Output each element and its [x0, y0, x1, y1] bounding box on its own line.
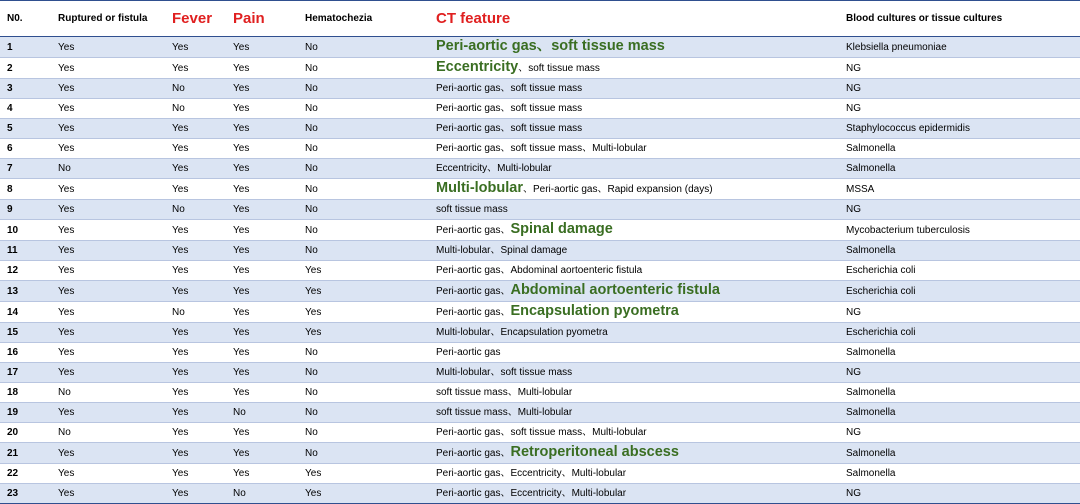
cell-pain: Yes	[226, 58, 298, 79]
cell-ct-feature	[429, 363, 839, 383]
cell-ruptured: No	[51, 423, 165, 443]
cell-culture: NG	[839, 99, 1080, 119]
cell-no: 5	[0, 119, 51, 139]
cell-ct-feature	[429, 464, 839, 484]
table-row	[0, 443, 1080, 464]
ct-feature-text: Multi-lobular、Encapsulation pyometra	[436, 327, 608, 338]
cell-pain: Yes	[226, 79, 298, 99]
cell-no: 15	[0, 323, 51, 343]
cell-fever: Yes	[165, 363, 226, 383]
ct-feature-highlight: Abdominal aortoenteric fistula	[510, 282, 720, 298]
cell-hematochezia: Yes	[298, 281, 429, 302]
cell-ruptured: Yes	[51, 403, 165, 423]
cell-fever: Yes	[165, 443, 226, 464]
cell-ruptured: Yes	[51, 302, 165, 323]
cell-no: 2	[0, 58, 51, 79]
cell-no: 7	[0, 159, 51, 179]
cell-hematochezia: No	[298, 139, 429, 159]
cell-fever: Yes	[165, 383, 226, 403]
cell-hematochezia: No	[298, 241, 429, 261]
cell-ruptured: Yes	[51, 241, 165, 261]
cell-ct-feature	[429, 79, 839, 99]
table-row	[0, 383, 1080, 403]
cell-ruptured: Yes	[51, 99, 165, 119]
cell-fever: No	[165, 99, 226, 119]
cell-no: 9	[0, 200, 51, 220]
cell-no: 4	[0, 99, 51, 119]
ct-feature-text: Peri-aortic gas、	[436, 448, 511, 459]
cell-pain: Yes	[226, 37, 298, 58]
ct-feature-text: Peri-aortic gas、soft tissue mass	[436, 103, 583, 114]
cell-ct-feature	[429, 343, 839, 363]
ct-feature-text: Peri-aortic gas、soft tissue mass	[436, 83, 583, 94]
cell-pain: Yes	[226, 139, 298, 159]
cell-ruptured: Yes	[51, 58, 165, 79]
cell-ruptured: Yes	[51, 119, 165, 139]
cell-pain: Yes	[226, 363, 298, 383]
header-fever: Fever	[165, 1, 226, 37]
cell-no: 16	[0, 343, 51, 363]
cell-pain: Yes	[226, 443, 298, 464]
cell-hematochezia: No	[298, 37, 429, 58]
ct-feature-text: soft tissue mass	[436, 204, 508, 215]
cell-hematochezia: No	[298, 179, 429, 200]
table-row	[0, 464, 1080, 484]
ct-feature-highlight: Peri-aortic gas、soft tissue mass	[436, 38, 665, 54]
ct-feature-text: Peri-aortic gas、	[436, 225, 511, 236]
ct-feature-text: Multi-lobular、Spinal damage	[436, 245, 568, 256]
cell-hematochezia: Yes	[298, 302, 429, 323]
cell-culture: Escherichia coli	[839, 323, 1080, 343]
ct-feature-text: Peri-aortic gas、	[436, 307, 511, 318]
cell-no: 17	[0, 363, 51, 383]
cell-pain: Yes	[226, 261, 298, 281]
cell-hematochezia: No	[298, 363, 429, 383]
cell-no: 1	[0, 37, 51, 58]
table-row	[0, 200, 1080, 220]
cell-pain: No	[226, 484, 298, 504]
cell-ruptured: Yes	[51, 200, 165, 220]
ct-feature-text: soft tissue mass、Multi-lobular	[436, 387, 573, 398]
ct-feature-text: Multi-lobular、soft tissue mass	[436, 367, 573, 378]
cell-hematochezia: No	[298, 443, 429, 464]
header-ct-feature: CT feature	[429, 1, 839, 37]
ct-feature-text: Peri-aortic gas、soft tissue mass、Multi-lobular	[436, 427, 647, 438]
cell-fever: No	[165, 79, 226, 99]
cell-hematochezia: No	[298, 403, 429, 423]
cell-culture: Salmonella	[839, 383, 1080, 403]
cell-pain: Yes	[226, 343, 298, 363]
ct-feature-highlight: Multi-lobular	[436, 180, 523, 196]
cell-ct-feature	[429, 484, 839, 504]
cell-fever: Yes	[165, 179, 226, 200]
cell-pain: Yes	[226, 179, 298, 200]
table-row	[0, 179, 1080, 200]
table-row	[0, 119, 1080, 139]
cell-ct-feature	[429, 383, 839, 403]
cell-culture: Escherichia coli	[839, 281, 1080, 302]
cell-fever: No	[165, 302, 226, 323]
table-row	[0, 241, 1080, 261]
cell-ct-feature	[429, 200, 839, 220]
ct-feature-text: Peri-aortic gas、Eccentricity、Multi-lobular	[436, 468, 627, 479]
ct-feature-text: Peri-aortic gas、soft tissue mass、Multi-lobular	[436, 143, 647, 154]
header-pain: Pain	[226, 1, 298, 37]
cell-pain: Yes	[226, 423, 298, 443]
cell-ct-feature	[429, 179, 839, 200]
cell-hematochezia: No	[298, 423, 429, 443]
cell-culture: NG	[839, 200, 1080, 220]
cell-pain: Yes	[226, 302, 298, 323]
cell-no: 8	[0, 179, 51, 200]
ct-feature-highlight: Eccentricity	[436, 59, 519, 75]
cell-culture: NG	[839, 79, 1080, 99]
table-row	[0, 484, 1080, 504]
cell-hematochezia: No	[298, 79, 429, 99]
cell-culture: Mycobacterium tuberculosis	[839, 220, 1080, 241]
cell-hematochezia: Yes	[298, 484, 429, 504]
cell-pain: Yes	[226, 464, 298, 484]
cell-fever: Yes	[165, 241, 226, 261]
header-ruptured: Ruptured or fistula	[51, 1, 165, 37]
cell-no: 12	[0, 261, 51, 281]
cell-pain: Yes	[226, 281, 298, 302]
ct-feature-text: Peri-aortic gas、soft tissue mass	[436, 123, 583, 134]
cell-fever: Yes	[165, 464, 226, 484]
cell-ruptured: Yes	[51, 323, 165, 343]
header-row	[0, 1, 1080, 37]
cell-ct-feature	[429, 241, 839, 261]
cell-ruptured: No	[51, 159, 165, 179]
ct-feature-text: soft tissue mass、Multi-lobular	[436, 407, 573, 418]
cell-hematochezia: No	[298, 159, 429, 179]
cell-no: 14	[0, 302, 51, 323]
ct-feature-text: 、Peri-aortic gas、Rapid expansion (days)	[523, 184, 713, 195]
cell-no: 19	[0, 403, 51, 423]
cell-ct-feature	[429, 159, 839, 179]
cell-fever: Yes	[165, 484, 226, 504]
cell-pain: No	[226, 403, 298, 423]
cell-ruptured: No	[51, 383, 165, 403]
cell-hematochezia: Yes	[298, 323, 429, 343]
cell-no: 10	[0, 220, 51, 241]
cell-ruptured: Yes	[51, 79, 165, 99]
cell-ruptured: Yes	[51, 281, 165, 302]
cell-fever: Yes	[165, 323, 226, 343]
table-row	[0, 323, 1080, 343]
cell-ct-feature	[429, 220, 839, 241]
cell-culture: NG	[839, 302, 1080, 323]
cell-no: 23	[0, 484, 51, 504]
cell-ct-feature	[429, 281, 839, 302]
cell-ct-feature	[429, 443, 839, 464]
cell-hematochezia: No	[298, 220, 429, 241]
cell-ct-feature	[429, 423, 839, 443]
cell-hematochezia: No	[298, 200, 429, 220]
ct-feature-text: Eccentricity、Multi-lobular	[436, 163, 552, 174]
table-row	[0, 139, 1080, 159]
cell-culture: Escherichia coli	[839, 261, 1080, 281]
cell-ct-feature	[429, 302, 839, 323]
cell-fever: Yes	[165, 139, 226, 159]
cell-no: 6	[0, 139, 51, 159]
cell-culture: NG	[839, 423, 1080, 443]
table-row	[0, 281, 1080, 302]
ct-feature-highlight: Spinal damage	[510, 221, 613, 237]
cell-culture: Salmonella	[839, 403, 1080, 423]
cell-culture: NG	[839, 363, 1080, 383]
cell-culture: Salmonella	[839, 159, 1080, 179]
cell-ruptured: Yes	[51, 343, 165, 363]
cell-fever: Yes	[165, 343, 226, 363]
cell-pain: Yes	[226, 323, 298, 343]
cell-culture: Salmonella	[839, 343, 1080, 363]
cell-ruptured: Yes	[51, 139, 165, 159]
cell-ct-feature	[429, 261, 839, 281]
cell-ruptured: Yes	[51, 484, 165, 504]
cell-no: 3	[0, 79, 51, 99]
header-hematochezia: Hematochezia	[298, 1, 429, 37]
cell-fever: Yes	[165, 220, 226, 241]
cell-culture: Staphylococcus epidermidis	[839, 119, 1080, 139]
cell-ct-feature	[429, 58, 839, 79]
cell-fever: Yes	[165, 261, 226, 281]
cell-ct-feature	[429, 403, 839, 423]
table-row	[0, 58, 1080, 79]
ct-feature-text: Peri-aortic gas	[436, 347, 501, 358]
table-row	[0, 261, 1080, 281]
cell-culture: Salmonella	[839, 464, 1080, 484]
cell-hematochezia: No	[298, 383, 429, 403]
cell-no: 11	[0, 241, 51, 261]
table-row	[0, 343, 1080, 363]
ct-feature-highlight: Encapsulation pyometra	[510, 303, 679, 319]
cell-fever: Yes	[165, 423, 226, 443]
ct-feature-text: Peri-aortic gas、	[436, 286, 511, 297]
cell-no: 22	[0, 464, 51, 484]
cell-culture: Salmonella	[839, 443, 1080, 464]
ct-feature-text: Peri-aortic gas、Eccentricity、Multi-lobular	[436, 488, 627, 499]
cell-ruptured: Yes	[51, 179, 165, 200]
cell-hematochezia: No	[298, 343, 429, 363]
ct-feature-highlight: Retroperitoneal abscess	[510, 444, 679, 460]
cell-pain: Yes	[226, 159, 298, 179]
header-cultures: Blood cultures or tissue cultures	[839, 1, 1080, 37]
cell-no: 21	[0, 443, 51, 464]
cell-ruptured: Yes	[51, 37, 165, 58]
cell-fever: Yes	[165, 119, 226, 139]
cell-pain: Yes	[226, 200, 298, 220]
table-row	[0, 159, 1080, 179]
header-no: N0.	[0, 1, 51, 37]
cell-fever: No	[165, 200, 226, 220]
cell-fever: Yes	[165, 37, 226, 58]
cell-culture: NG	[839, 58, 1080, 79]
table-row	[0, 423, 1080, 443]
cell-ct-feature	[429, 37, 839, 58]
cell-ruptured: Yes	[51, 363, 165, 383]
cell-hematochezia: No	[298, 99, 429, 119]
cell-ruptured: Yes	[51, 464, 165, 484]
cell-ruptured: Yes	[51, 443, 165, 464]
cell-ruptured: Yes	[51, 220, 165, 241]
cell-fever: Yes	[165, 159, 226, 179]
ct-feature-text: 、soft tissue mass	[518, 63, 600, 74]
cell-pain: Yes	[226, 99, 298, 119]
cell-no: 20	[0, 423, 51, 443]
cell-culture: MSSA	[839, 179, 1080, 200]
table-row	[0, 37, 1080, 58]
table-row	[0, 220, 1080, 241]
table-row	[0, 79, 1080, 99]
cell-ct-feature	[429, 119, 839, 139]
cell-fever: Yes	[165, 281, 226, 302]
cell-hematochezia: No	[298, 119, 429, 139]
cell-hematochezia: Yes	[298, 261, 429, 281]
cell-pain: Yes	[226, 241, 298, 261]
cell-culture: Salmonella	[839, 139, 1080, 159]
cell-culture: Salmonella	[839, 241, 1080, 261]
cell-culture: NG	[839, 484, 1080, 504]
cell-ct-feature	[429, 323, 839, 343]
cell-pain: Yes	[226, 220, 298, 241]
table-row	[0, 363, 1080, 383]
cell-ct-feature	[429, 139, 839, 159]
ct-feature-text: Peri-aortic gas、Abdominal aortoenteric fistula	[436, 265, 643, 276]
cell-fever: Yes	[165, 403, 226, 423]
cell-culture: Klebsiella pneumoniae	[839, 37, 1080, 58]
table-row	[0, 99, 1080, 119]
cell-fever: Yes	[165, 58, 226, 79]
cell-hematochezia: No	[298, 58, 429, 79]
table-row	[0, 302, 1080, 323]
table-row	[0, 403, 1080, 423]
cell-pain: Yes	[226, 119, 298, 139]
cell-ct-feature	[429, 99, 839, 119]
cell-pain: Yes	[226, 383, 298, 403]
cell-no: 18	[0, 383, 51, 403]
cell-no: 13	[0, 281, 51, 302]
cell-ruptured: Yes	[51, 261, 165, 281]
cell-hematochezia: Yes	[298, 464, 429, 484]
